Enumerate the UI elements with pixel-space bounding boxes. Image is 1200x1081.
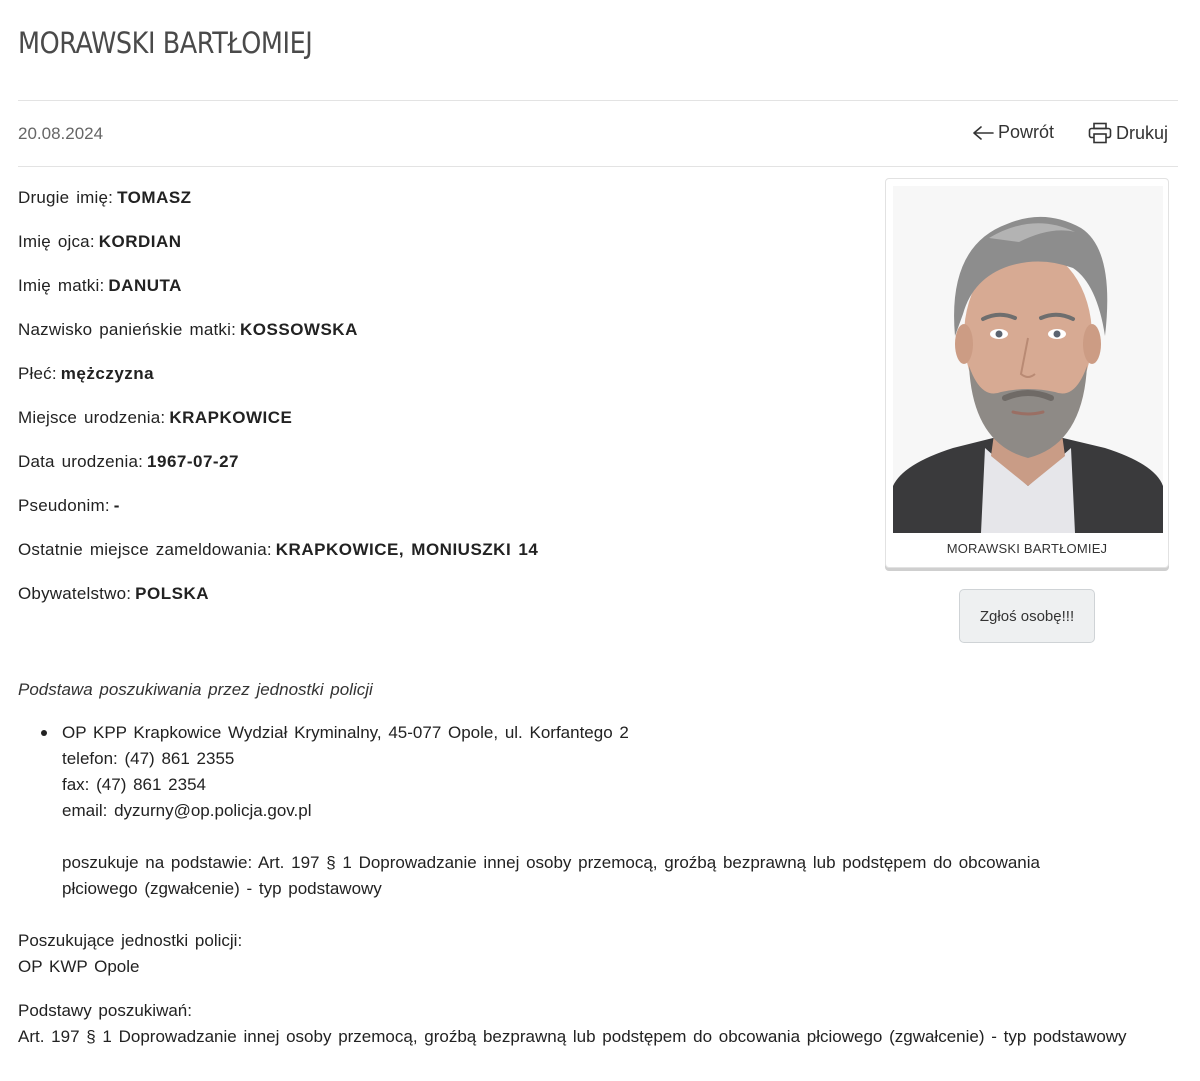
detail-row-middle-name: Drugie imię: TOMASZ [18, 188, 192, 207]
publication-date: 20.08.2024 [18, 124, 104, 143]
bullet-icon [41, 730, 47, 736]
searching-units-value: OP KWP Opole [18, 957, 140, 976]
person-photo[interactable] [893, 186, 1163, 533]
detail-row-birth-date: Data urodzenia: 1967-07-27 [18, 452, 239, 471]
back-label: Powrót [998, 122, 1055, 142]
detail-row-father-name: Imię ojca: KORDIAN [18, 232, 182, 251]
unit-fax: fax: (47) 861 2354 [62, 775, 206, 794]
unit-email: email: dyzurny@op.policja.gov.pl [62, 801, 312, 820]
detail-row-mother-name: Imię matki: DANUTA [18, 276, 182, 295]
print-button[interactable] [1088, 122, 1168, 144]
unit-name: OP KPP Krapkowice Wydział Kryminalny, 45-077 Opole, ul. Korfantego 2 [62, 723, 629, 742]
grounds-value: Art. 197 § 1 Doprowadzanie innej osoby przemocą, groźbą bezprawną lub podstępem do obcowania płciowego (zgwałcenie) - typ podstawowy [18, 1027, 1127, 1046]
arrow-left-icon [972, 125, 994, 141]
detail-row-alias: Pseudonim: - [18, 496, 120, 515]
print-label: Drukuj [1116, 122, 1169, 143]
person-details [18, 187, 538, 627]
page-title: MORAWSKI BARTŁOMIEJ [18, 26, 313, 60]
search-basis-heading: Podstawa poszukiwania przez jednostki policji [18, 680, 373, 699]
unit-search-basis: poszukuje na podstawie: Art. 197 § 1 Doprowadzanie innej osoby przemocą, groźbą bezprawną lub podstępem do obcowania płciowego (zgwałcenie) - typ podstawowy [62, 853, 1040, 898]
printer-icon [1088, 122, 1112, 144]
unit-phone: telefon: (47) 861 2355 [62, 749, 235, 768]
detail-row-last-address: Ostatnie miejsce zameldowania: KRAPKOWICE, MONIUSZKI 14 [18, 540, 539, 559]
grounds-label: Podstawy poszukiwań: [18, 1001, 192, 1020]
searching-units-label: Poszukujące jednostki policji: [18, 931, 243, 950]
detail-row-mother-maiden-name: Nazwisko panieńskie matki: KOSSOWSKA [18, 320, 358, 339]
detail-row-birth-place: Miejsce urodzenia: KRAPKOWICE [18, 408, 293, 427]
divider [18, 100, 1178, 101]
back-button[interactable] [972, 122, 1054, 143]
police-unit-item [62, 720, 1122, 902]
photo-card [885, 178, 1169, 568]
detail-row-citizenship: Obywatelstwo: POLSKA [18, 584, 209, 603]
divider [18, 166, 1178, 167]
detail-row-sex: Płeć: mężczyzna [18, 364, 155, 383]
report-person-button[interactable]: Zgłoś osobę!!! [959, 589, 1095, 643]
photo-caption: MORAWSKI BARTŁOMIEJ [946, 541, 1108, 556]
